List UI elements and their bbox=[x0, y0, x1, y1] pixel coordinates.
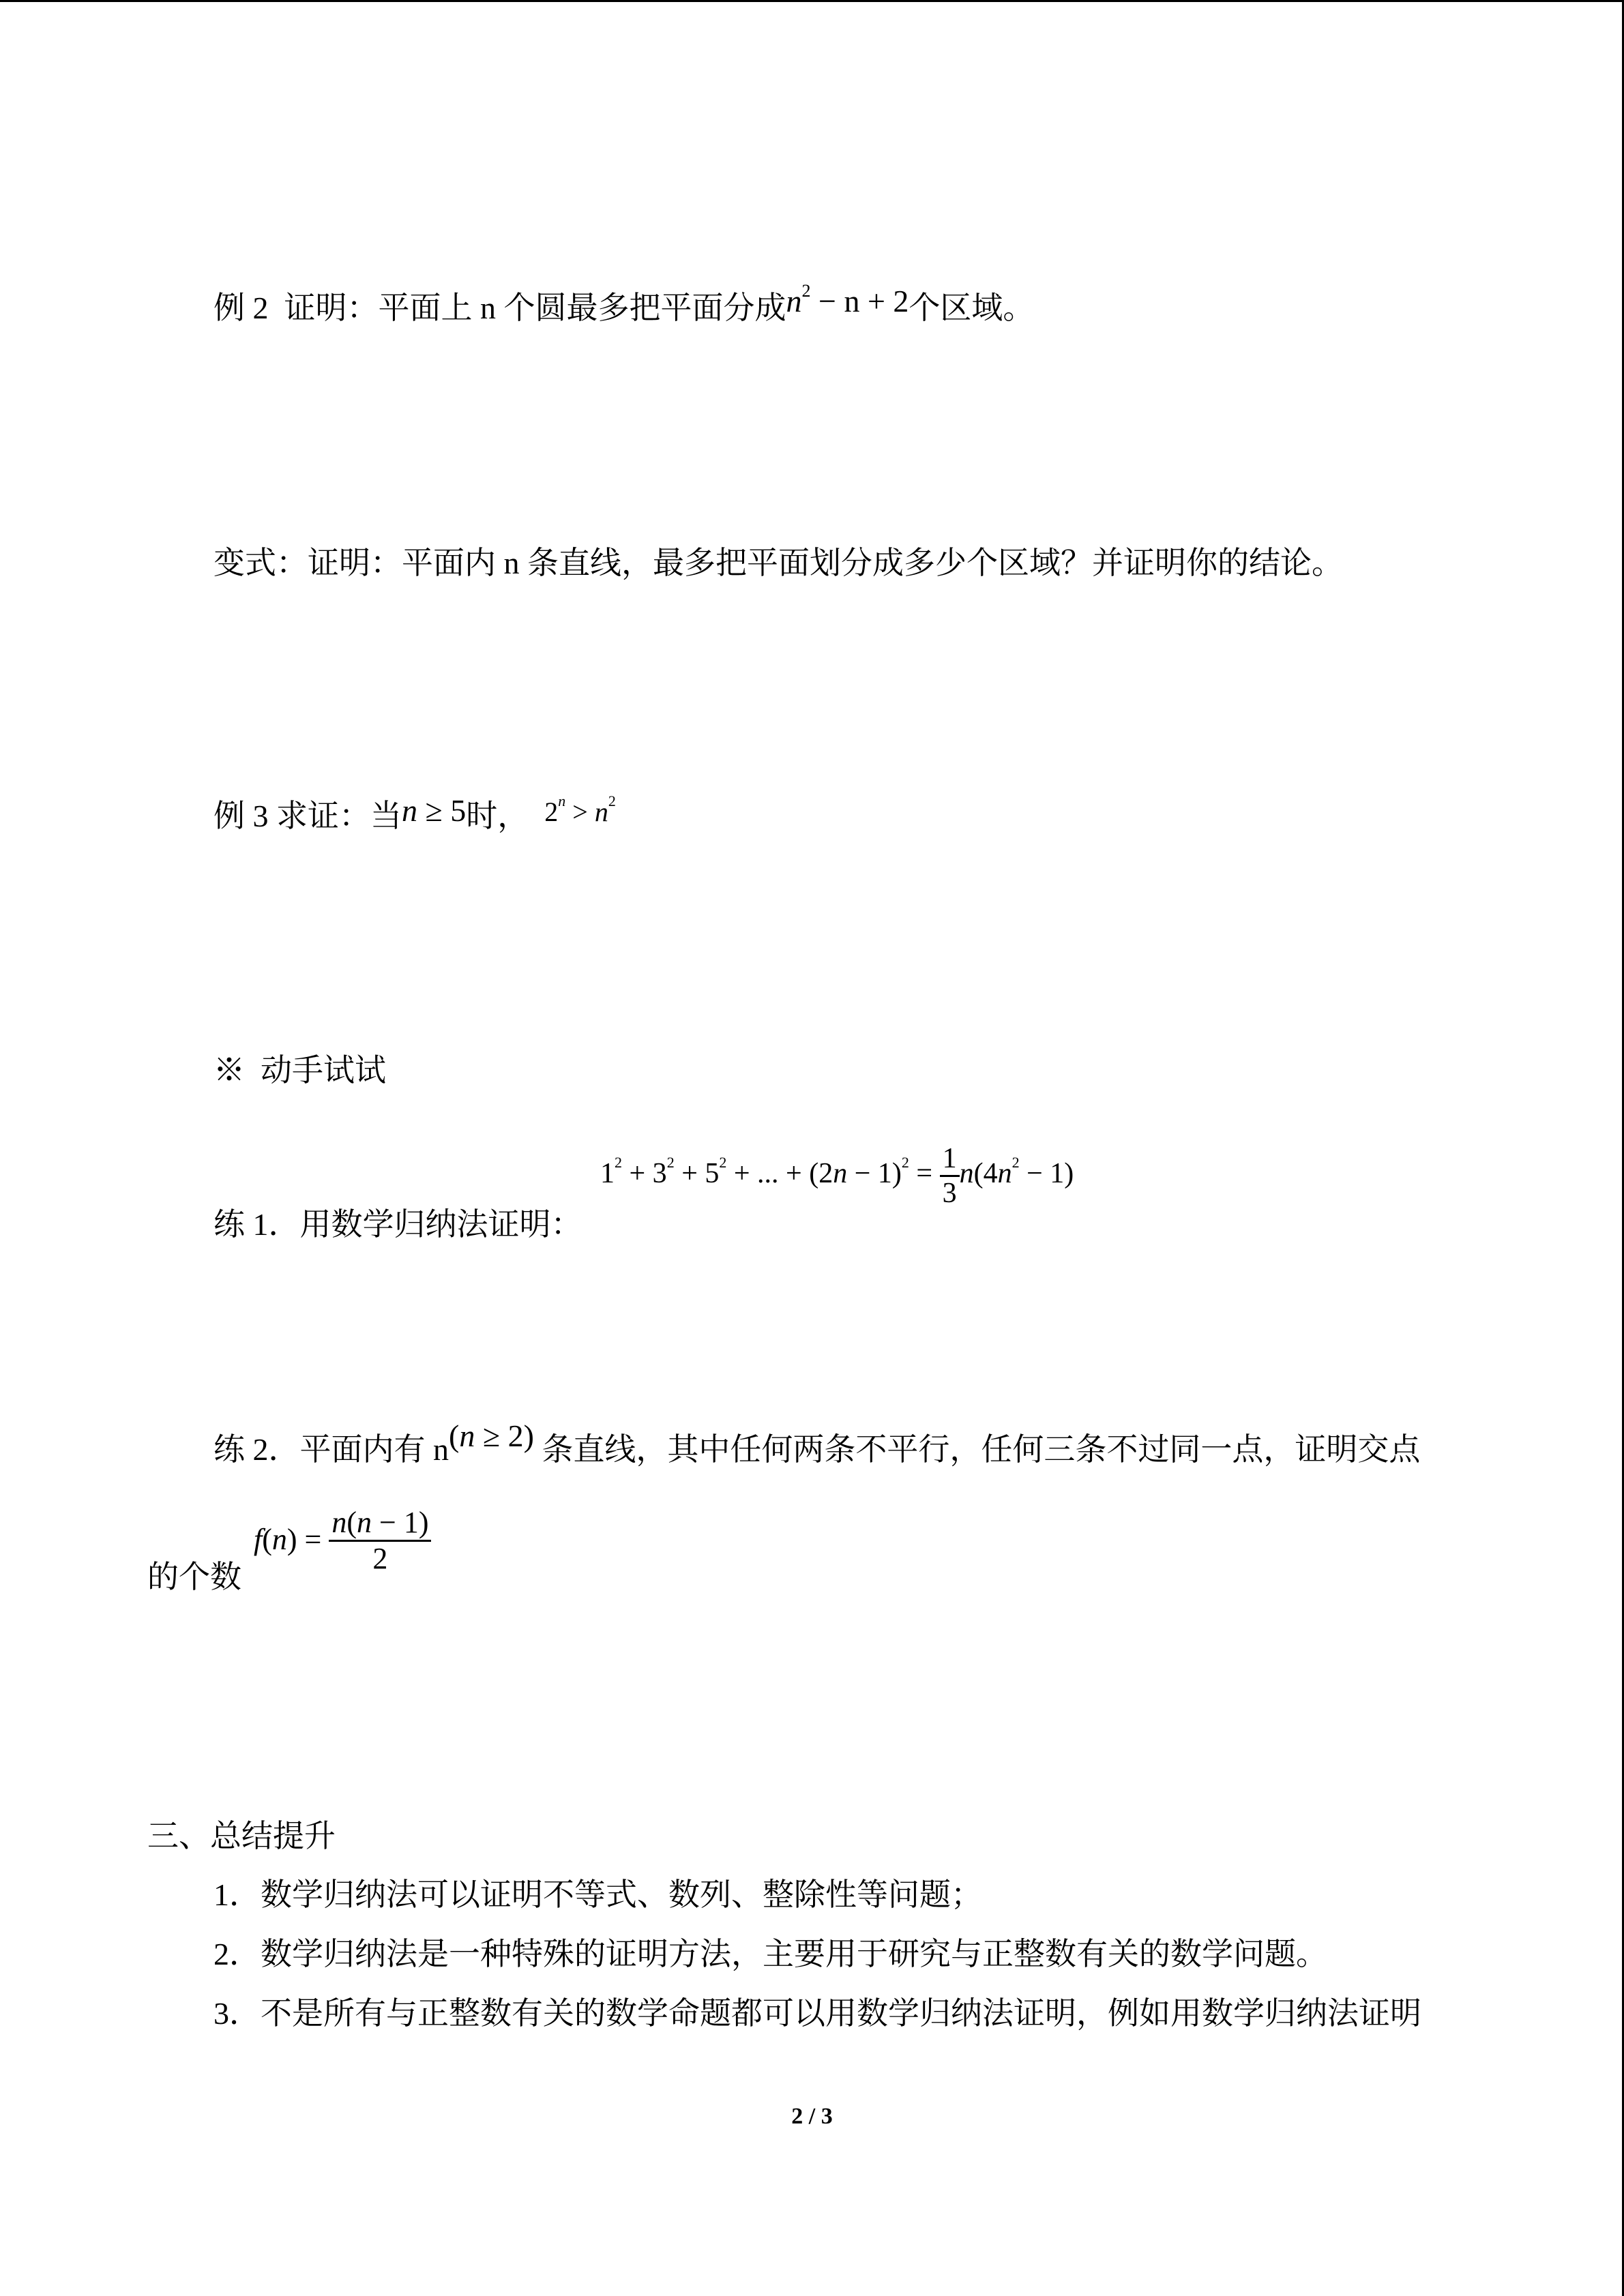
fraction-n-n-minus-1-over-2: $\frac{n(n - 1)}{2}$ bbox=[329, 1507, 431, 1575]
example-3-label: 例 3 bbox=[213, 799, 269, 833]
page-top-border bbox=[0, 0, 1624, 2]
example-3-text: 求证：当 bbox=[276, 799, 402, 833]
exercise-2-text: 条直线，其中任何两条不平行，任何三条不过同一点，证明交点 bbox=[542, 1432, 1421, 1467]
example-3-text-mid: 时， bbox=[466, 799, 529, 833]
page-number: 2 / 3 bbox=[791, 2104, 833, 2129]
example-2-text: 证明：平面上 n 个圆最多把平面分成 bbox=[284, 290, 786, 325]
exercise-1-formula: $1^2 + 3^2 + 5^2$ + ... + $(2n - 1)^2$ = $\frac{1}{3}$ $n(4n^2 - 1)$ bbox=[600, 1143, 1074, 1210]
summary-item-1: 1．数学归纳法可以证明不等式、数列、整除性等问题； bbox=[213, 1877, 982, 1912]
try-section-title: 动手试试 bbox=[261, 1053, 386, 1088]
exercise-2-formula: f(n) = $\frac{n(n - 1)}{2}$ bbox=[254, 1507, 431, 1575]
exercise-2 bbox=[213, 1418, 1421, 1467]
variant-problem bbox=[213, 548, 1343, 579]
exercise-2-line2-text: 的个数 bbox=[147, 1560, 241, 1594]
summary-item-3: 3．不是所有与正整数有关的数学命题都可以用数学归纳法证明，例如用数学归纳法证明 bbox=[213, 1996, 1421, 2031]
summary-heading: 三、总结提升 bbox=[147, 1819, 336, 1853]
example-2-text-after: 个区域。 bbox=[909, 290, 1035, 325]
try-section-heading bbox=[213, 1055, 386, 1086]
example-3 bbox=[213, 792, 616, 833]
exercise-2-condition: (n ≥ 2) bbox=[449, 1418, 534, 1453]
exercise-1-label: 练 1．用数学归纳法证明： bbox=[213, 1207, 582, 1242]
example-3-condition: n ≥ 5 bbox=[402, 793, 467, 828]
reference-mark-icon: ※ bbox=[213, 1053, 245, 1088]
variant-text: 变式：证明：平面内 n 条直线，最多把平面划分成多少个区域？并证明你的结论。 bbox=[213, 546, 1343, 580]
fraction-one-third: $\frac{1}{3}$ bbox=[940, 1144, 960, 1208]
example-2-formula: $n^2 - n + 2$ bbox=[786, 281, 909, 318]
example-2-label: 例 2 bbox=[213, 290, 269, 325]
example-2 bbox=[213, 281, 1035, 325]
exercise-2-line2 bbox=[147, 1562, 241, 1593]
example-3-inequality: $2^n > n^2$ bbox=[544, 792, 616, 827]
summary-item-2: 2．数学归纳法是一种特殊的证明方法，主要用于研究与正整数有关的数学问题。 bbox=[213, 1937, 1327, 1971]
exercise-2-label: 练 2．平面内有 n bbox=[213, 1432, 449, 1467]
